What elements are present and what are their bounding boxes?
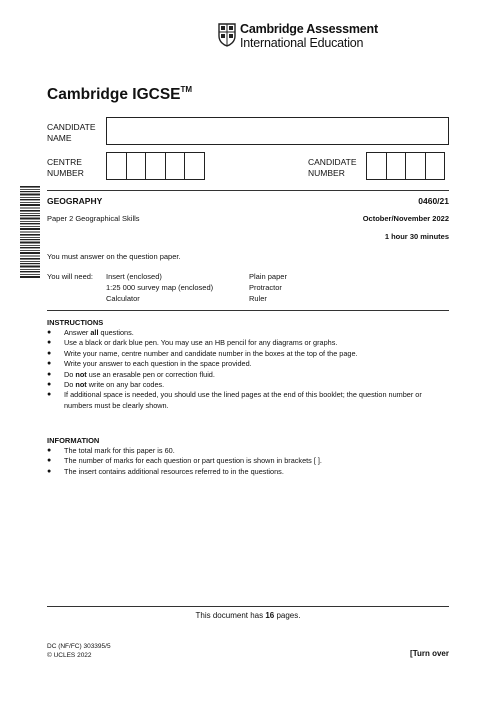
candidate-name-label-line1: CANDIDATE (47, 122, 96, 132)
paper-session: October/November 2022 (362, 214, 449, 223)
bullet-icon: ● (47, 391, 52, 399)
instruction-text: questions. (98, 328, 134, 337)
instruction-text: use an erasable pen or correction fluid. (86, 369, 215, 379)
bullet-icon: ● (47, 329, 52, 336)
paper-duration: 1 hour 30 minutes (384, 232, 449, 241)
centre-number-cell[interactable] (165, 152, 186, 180)
candidate-number-cell[interactable] (366, 152, 387, 180)
candidate-number-label (308, 157, 357, 178)
instruction-text: Write your name, centre number and candidate number in the boxes at the top of the page. (64, 348, 358, 358)
trademark: TM (180, 85, 193, 94)
information-heading: INFORMATION (47, 436, 100, 445)
divider-footer (47, 606, 449, 607)
instruction-item (47, 370, 449, 380)
turn-over: [Turn over (410, 649, 449, 658)
information-item (47, 456, 449, 466)
centre-number-label-line1: CENTRE (47, 157, 82, 167)
instruction-text: write on any bar codes. (86, 380, 165, 390)
instruction-text: Do (64, 369, 76, 379)
centre-number-cell[interactable] (145, 152, 166, 180)
bullet-icon: ● (47, 381, 52, 389)
bullet-icon: ● (47, 349, 52, 357)
information-list-container (47, 446, 449, 477)
title-text: Cambridge IGCSE (47, 86, 181, 103)
need-item: Insert (enclosed) (106, 272, 162, 281)
you-will-need-col1 (106, 272, 213, 304)
page-count-text: pages. (274, 611, 301, 620)
information-item (47, 446, 449, 456)
paper-name: Paper 2 Geographical Skills (47, 214, 140, 223)
divider-top (47, 190, 449, 191)
divider-instructions (47, 310, 449, 311)
instruction-text: Write your answer to each question in the space provided. (64, 359, 252, 369)
footer-codes (47, 642, 111, 660)
information-text: The insert contains additional resources referred to in the questions. (64, 466, 284, 476)
logo-line-2: International Education (240, 36, 364, 50)
centre-number-label (47, 157, 84, 178)
need-item: 1:25 000 survey map (enclosed) (106, 282, 214, 292)
page-count-text: This document has (195, 611, 266, 620)
page-count (47, 611, 449, 620)
information-text: The total mark for this paper is 60. (64, 446, 175, 455)
instructions-heading: INSTRUCTIONS (47, 318, 104, 327)
candidate-number-label-line2: NUMBER (308, 167, 345, 178)
instruction-text: If additional space is needed, you should use the lined pages at the end of this booklet; the question number or numbers must be clearly shown. (64, 390, 422, 410)
bullet-icon: ● (47, 447, 52, 454)
candidate-name-label (47, 122, 96, 143)
instructions-list (47, 328, 449, 411)
document-code: DC (NF/FC) 303395/5 (47, 643, 111, 650)
need-item: Plain paper (249, 272, 287, 281)
centre-number-cell[interactable] (184, 152, 205, 180)
instruction-item (47, 390, 449, 411)
page-title (47, 86, 192, 104)
copyright: © UCLES 2022 (47, 652, 92, 659)
need-item: Ruler (249, 293, 267, 303)
instruction-text: Answer (64, 328, 91, 337)
crest-icon (218, 23, 236, 47)
instruction-bold: not (75, 380, 87, 390)
paper-code: 0460/21 (418, 196, 449, 206)
you-will-need-label: You will need: (47, 272, 94, 281)
centre-number-cell[interactable] (126, 152, 147, 180)
instruction-bold: all (90, 328, 99, 337)
need-item: Protractor (249, 282, 282, 292)
bullet-icon: ● (47, 370, 52, 378)
instructions-list-container (47, 328, 449, 411)
information-list (47, 446, 449, 477)
information-item (47, 467, 449, 477)
instruction-text: Use a black or dark blue pen. You may use an HB pencil for any diagrams or graphs. (64, 338, 338, 348)
centre-number-cell[interactable] (106, 152, 127, 180)
centre-number-field[interactable] (106, 152, 205, 180)
instruction-item (47, 328, 449, 338)
barcode (20, 186, 40, 280)
cambridge-logo (218, 23, 378, 51)
candidate-number-cell[interactable] (386, 152, 407, 180)
need-item: Calculator (106, 293, 140, 303)
instruction-item (47, 349, 449, 359)
instruction-bold: not (75, 369, 87, 379)
you-will-need-col2 (249, 272, 287, 304)
instruction-item (47, 380, 449, 390)
bullet-icon: ● (47, 457, 52, 465)
bullet-icon: ● (47, 360, 52, 368)
bullet-icon: ● (47, 339, 52, 347)
candidate-name-label-line2: NAME (47, 132, 72, 143)
instruction-item (47, 338, 449, 348)
page-count-number: 16 (265, 611, 275, 620)
bullet-icon: ● (47, 467, 52, 475)
instruction-text: Do (64, 380, 76, 390)
candidate-name-field[interactable] (106, 117, 449, 145)
information-text: The number of marks for each question or part question is shown in brackets [ ]. (64, 456, 322, 466)
subject: GEOGRAPHY (47, 196, 103, 206)
candidate-number-cell[interactable] (425, 152, 446, 180)
centre-number-label-line2: NUMBER (47, 167, 84, 178)
answer-note: You must answer on the question paper. (47, 252, 181, 261)
candidate-number-cell[interactable] (405, 152, 426, 180)
instruction-item (47, 359, 449, 369)
logo-line-1: Cambridge Assessment (240, 22, 378, 36)
candidate-number-label-line1: CANDIDATE (308, 157, 357, 167)
candidate-number-field[interactable] (366, 152, 445, 180)
